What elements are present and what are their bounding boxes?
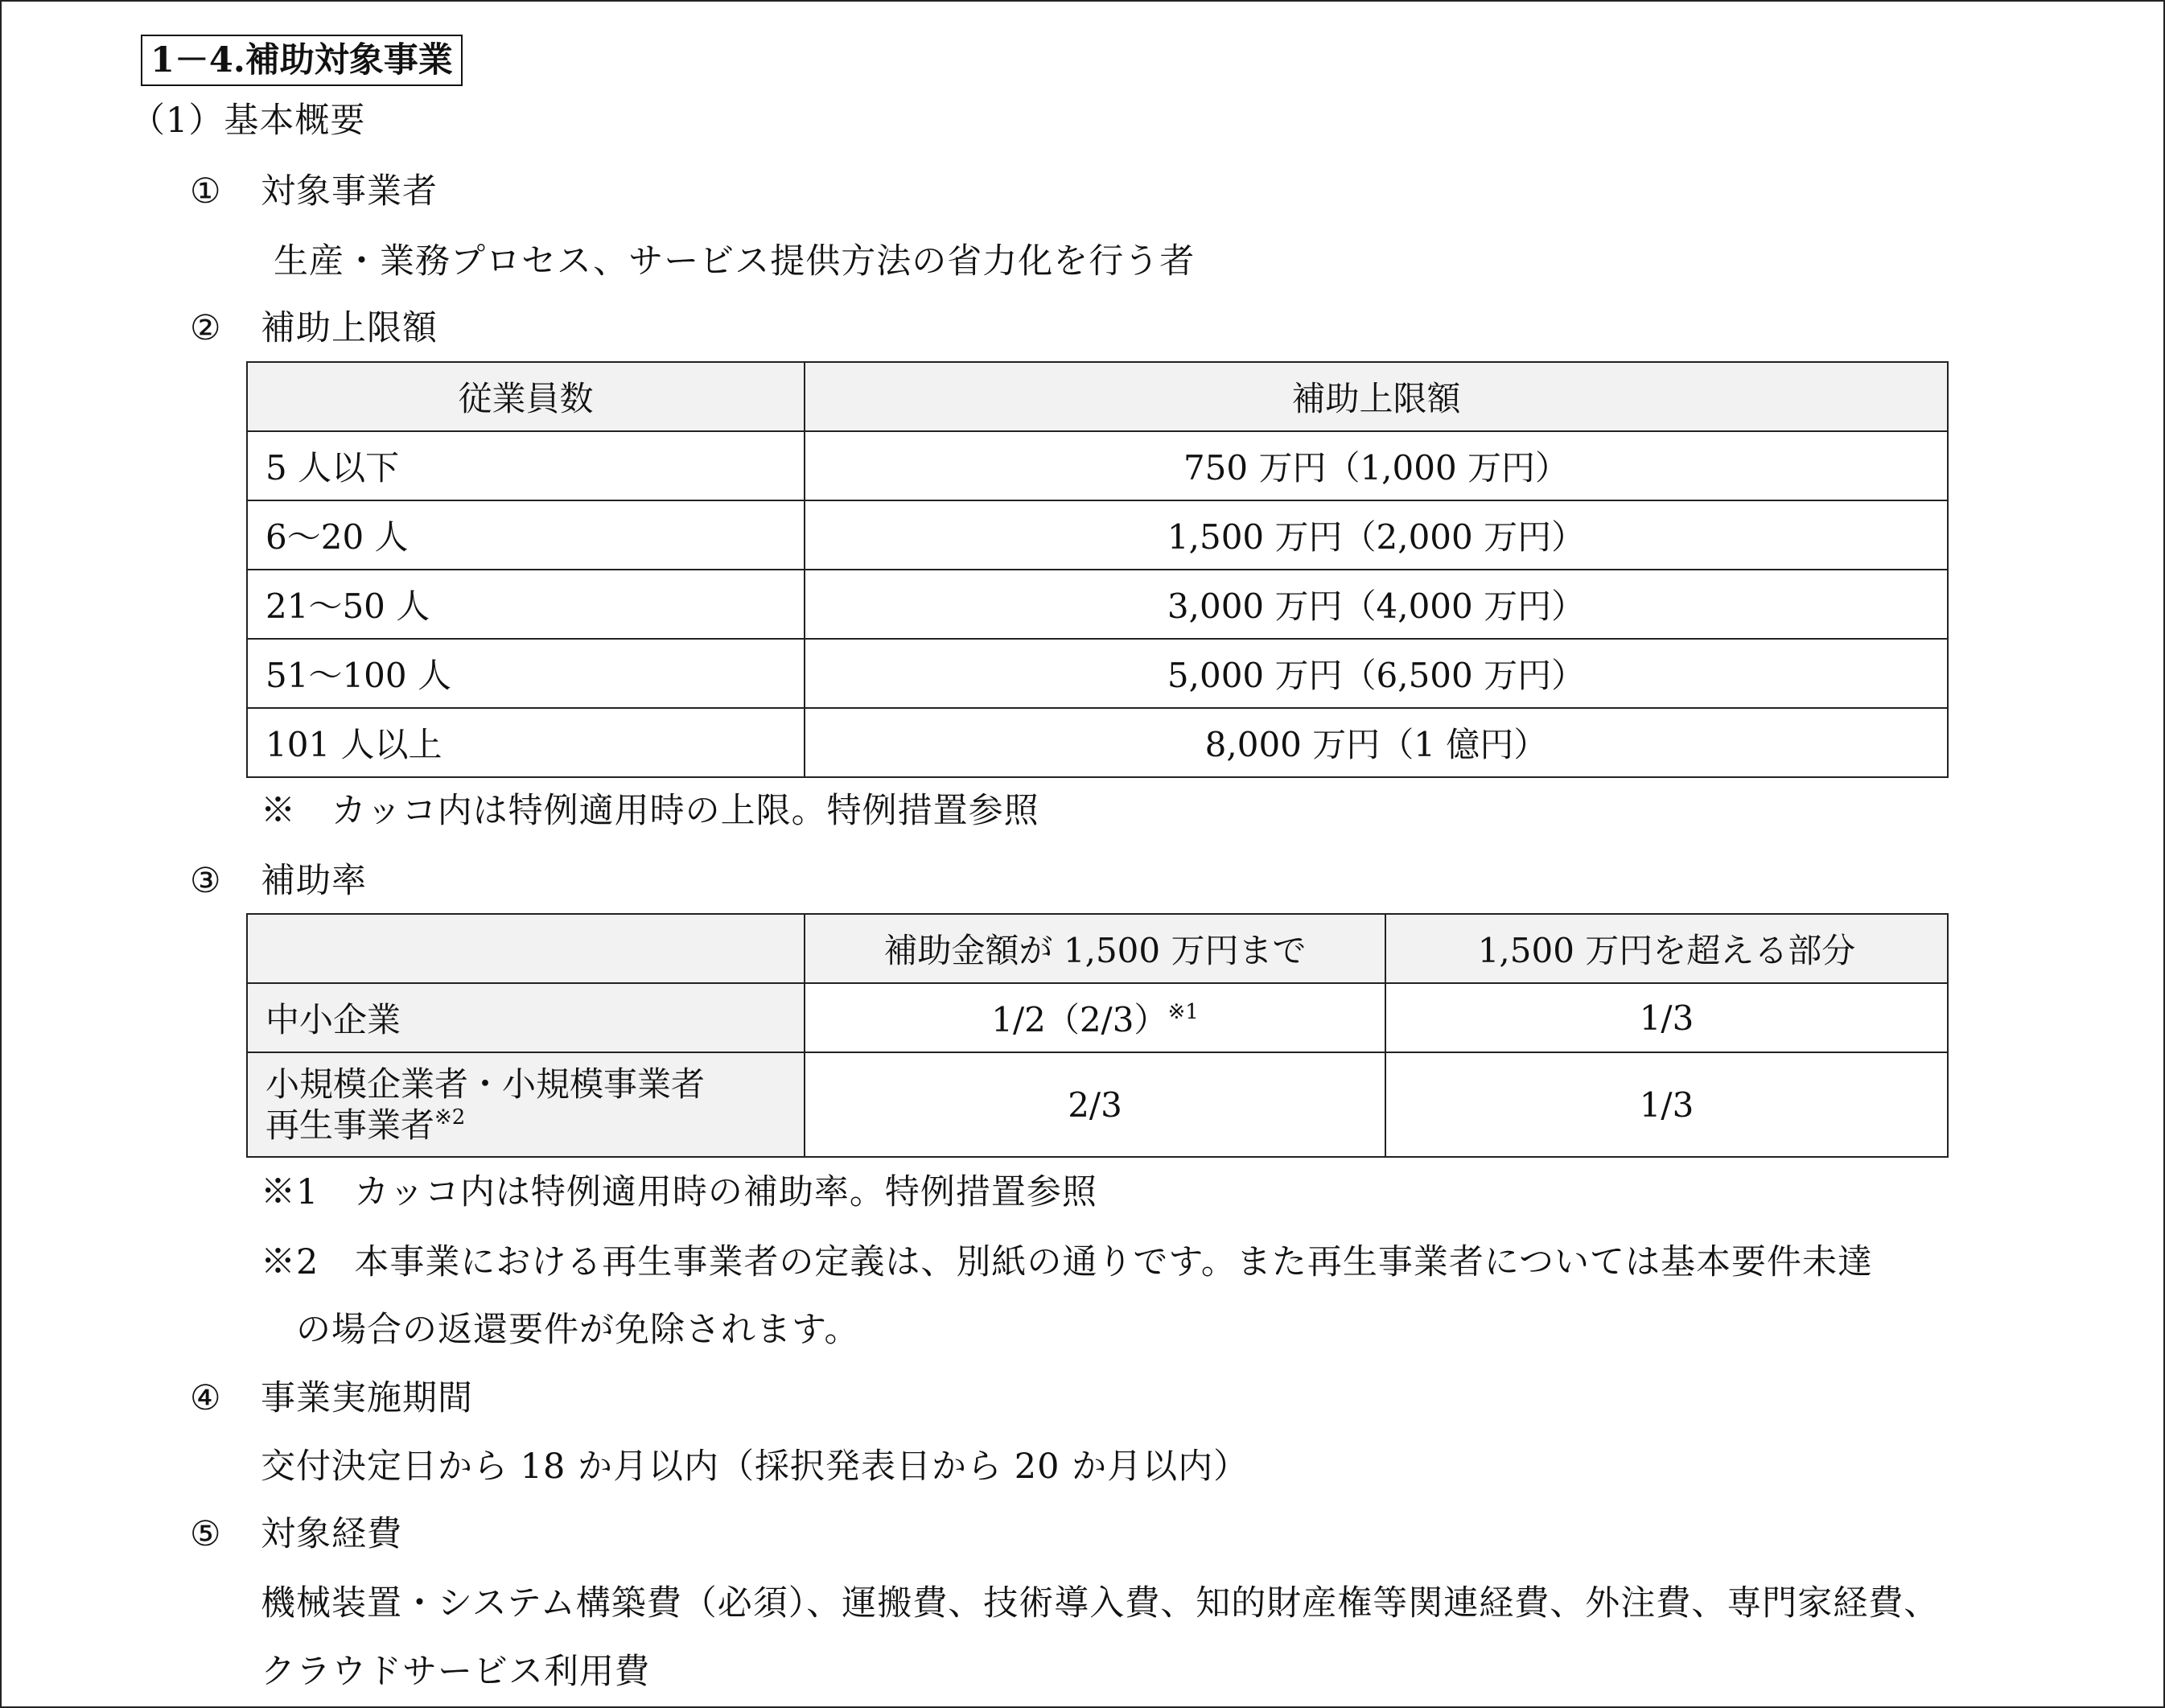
table-header-row [247, 362, 1948, 431]
table-header-row [247, 914, 1948, 983]
rate-value: 1/2（2/3） [991, 1000, 1168, 1039]
rate-note-1: ※1 カッコ内は特例適用時の補助率。特例措置参照 [261, 1172, 1097, 1212]
subsidy-limit-table [246, 361, 1949, 778]
limit-cell: 8,000 万円（1 億円） [805, 708, 1948, 777]
table-row [247, 708, 1948, 777]
row-label-line2: 再生事業者 [265, 1105, 435, 1145]
table-row [247, 570, 1948, 639]
subsidy-rate-table [246, 913, 1949, 1158]
item1-number: ① [190, 171, 222, 212]
item2-number: ② [190, 308, 222, 348]
limit-note: ※ カッコ内は特例適用時の上限。特例措置参照 [261, 791, 1039, 831]
item5-text-line2: クラウドサービス利用費 [261, 1652, 650, 1692]
item5-number: ⑤ [190, 1514, 222, 1554]
footnote-marker: ※1 [1167, 1000, 1199, 1024]
item3-number: ③ [190, 861, 222, 901]
table-row [247, 500, 1948, 570]
employees-cell: 5 人以下 [247, 431, 805, 500]
rate-cell: 1/3 [1385, 1052, 1948, 1157]
rate-cell: 1/3 [1385, 983, 1948, 1052]
item3-label: 補助率 [261, 861, 367, 901]
section-title: 1－4.補助対象事業 [141, 35, 463, 86]
item5-label: 対象経費 [261, 1514, 402, 1554]
table-row [247, 431, 1948, 500]
footnote-marker: ※2 [434, 1105, 466, 1130]
item4-label: 事業実施期間 [261, 1378, 473, 1418]
row-label-line2-wrap [265, 1105, 786, 1146]
limit-cell: 750 万円（1,000 万円） [805, 431, 1948, 500]
item4-text: 交付決定日から 18 か月以内（採択発表日から 20 か月以内） [261, 1447, 1249, 1487]
header-over-1500: 1,500 万円を超える部分 [1385, 914, 1948, 983]
employees-cell: 6～20 人 [247, 500, 805, 570]
row-label-small-business [247, 1052, 805, 1157]
header-employees: 従業員数 [247, 362, 805, 431]
rate-cell: 2/3 [805, 1052, 1385, 1157]
header-empty [247, 914, 805, 983]
header-up-to-1500: 補助金額が 1,500 万円まで [805, 914, 1385, 983]
header-limit: 補助上限額 [805, 362, 1948, 431]
rate-cell [805, 983, 1385, 1052]
item4-number: ④ [190, 1378, 222, 1418]
row-label-line1: 小規模企業者・小規模事業者 [265, 1064, 706, 1104]
item1-text: 生産・業務プロセス、サービス提供方法の省力化を行う者 [274, 241, 1196, 282]
limit-cell: 1,500 万円（2,000 万円） [805, 500, 1948, 570]
row-label-sme: 中小企業 [247, 983, 805, 1052]
limit-cell: 3,000 万円（4,000 万円） [805, 570, 1948, 639]
table-row [247, 1052, 1948, 1157]
item1-label: 対象事業者 [261, 171, 438, 212]
employees-cell: 21～50 人 [247, 570, 805, 639]
employees-cell: 51～100 人 [247, 639, 805, 708]
basic-heading: （1）基本概要 [130, 101, 366, 141]
rate-note-2-line1: ※2 本事業における再生事業者の定義は、別紙の通りです。また再生事業者については基本要件未達 [261, 1242, 1874, 1282]
limit-cell: 5,000 万円（6,500 万円） [805, 639, 1948, 708]
employees-cell: 101 人以上 [247, 708, 805, 777]
item5-text-line1: 機械装置・システム構築費（必須）、運搬費、技術導入費、知的財産権等関連経費、外注費、専門家経費、 [261, 1583, 1940, 1624]
item2-label: 補助上限額 [261, 308, 438, 348]
table-row [247, 639, 1948, 708]
rate-note-2-line2: の場合の返還要件が免除されます。 [296, 1310, 860, 1350]
table-row [247, 983, 1948, 1052]
